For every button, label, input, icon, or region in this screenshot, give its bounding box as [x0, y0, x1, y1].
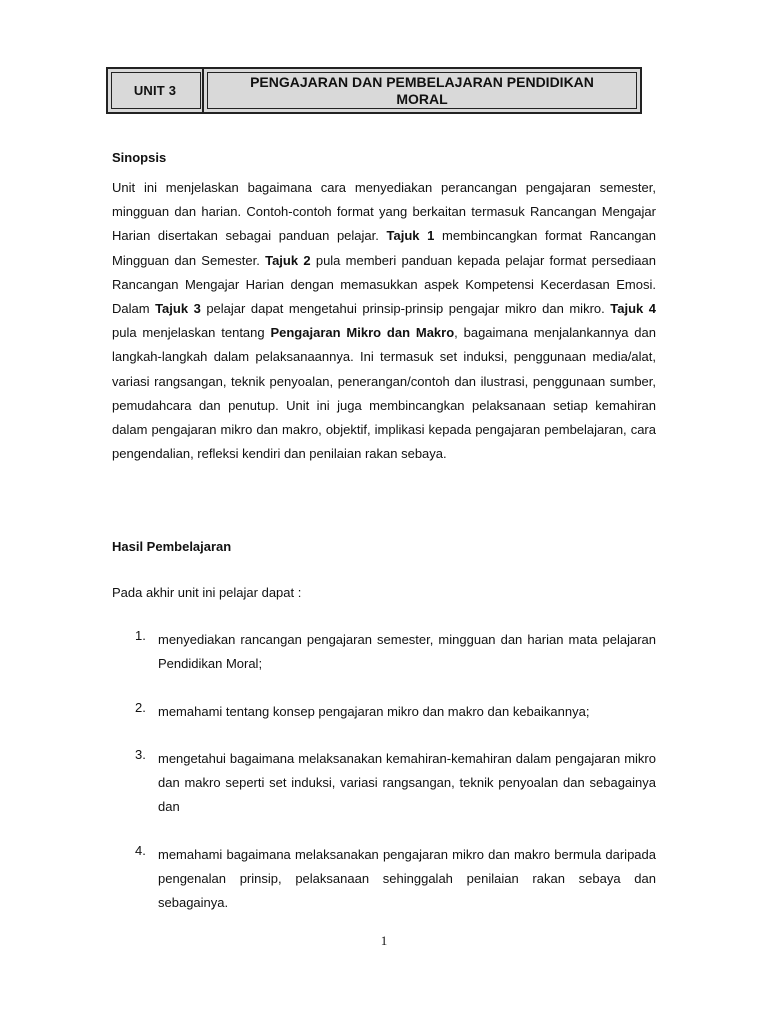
synopsis-segment-bold: Tajuk 4 — [610, 301, 656, 317]
synopsis-segment: , bagaimana menjalankannya dan langkah-langkah dalam pelaksanaannya. Ini termasuk set induksi, penggunaan media/alat, variasi rangsangan, teknik penyoalan, penerangan/contoh dan ilustrasi, penggunaan sumber, pemudahcara dan penutup. Unit ini juga membincangkan pelaksanaan setiap kemahiran dalam pengajaran mikro dan makro, objektif, implikasi kepada pengajaran pembelajaran, cara pengendalian, refleksi kendiri dan penilaian rakan sebaya. — [112, 325, 656, 462]
list-item-text: mengetahui bagaimana melaksanakan kemahiran-kemahiran dalam pengajaran mikro dan makro seperti set induksi, variasi rangsangan, teknik penyoalan dan sebagainya dan — [158, 751, 656, 814]
list-item-text: memahami tentang konsep pengajaran mikro dan makro dan kebaikannya; — [158, 704, 590, 719]
list-item — [112, 843, 656, 915]
list-item — [112, 700, 656, 724]
list-item-number: 1. — [135, 628, 146, 643]
list-item-number: 4. — [135, 843, 146, 858]
synopsis-heading: Sinopsis — [112, 150, 167, 165]
outcomes-heading: Hasil Pembelajaran — [112, 539, 232, 554]
synopsis-segment-bold: Tajuk 1 — [386, 228, 435, 244]
list-item-number: 3. — [135, 747, 146, 762]
list-item-text: memahami bagaimana melaksanakan pengajaran mikro dan makro bermula daripada pengenalan prinsip, pelaksanaan sehinggalah penilaian rakan sebaya dan sebagainya. — [158, 847, 656, 910]
list-item-number: 2. — [135, 700, 146, 715]
synopsis-segment: pelajar dapat mengetahui prinsip-prinsip pengajar mikro dan mikro. — [200, 301, 611, 317]
outcomes-intro: Pada akhir unit ini pelajar dapat : — [112, 585, 302, 600]
synopsis-paragraph — [112, 176, 656, 466]
list-item-text: menyediakan rancangan pengajaran semester, mingguan dan harian mata pelajaran Pendidikan Moral; — [158, 632, 656, 671]
synopsis-segment-bold: Tajuk 3 — [155, 301, 201, 317]
synopsis-segment: pula menjelaskan tentang — [112, 325, 271, 341]
synopsis-segment-bold: Tajuk 2 — [265, 252, 311, 268]
synopsis-segment: pula memberi panduan kepada pelajar format persediaan Rancangan Mengajar Harian dengan memasukkan aspek Kompetensi Kecerdasan Emosi. Dalam — [112, 252, 656, 317]
page-number: 1 — [380, 933, 388, 948]
synopsis-segment: membincangkan format Rancangan Mingguan dan Semester. — [112, 228, 656, 268]
unit-label: UNIT 3 — [108, 69, 204, 112]
list-item — [112, 747, 656, 819]
synopsis-segment: Unit ini menjelaskan bagaimana cara menyediakan perancangan pengajaran semester, mingguan dan harian. Contoh-contoh format yang berkaitan termasuk Rancangan Mengajar Harian disertakan sebagai panduan pelajar. — [112, 180, 656, 244]
unit-header-table — [106, 67, 642, 114]
unit-title: PENGAJARAN DAN PEMBELAJARAN PENDIDIKAN MORAL — [204, 69, 640, 112]
list-item — [112, 628, 656, 676]
synopsis-segment-bold: Pengajaran Mikro dan Makro — [270, 325, 455, 341]
